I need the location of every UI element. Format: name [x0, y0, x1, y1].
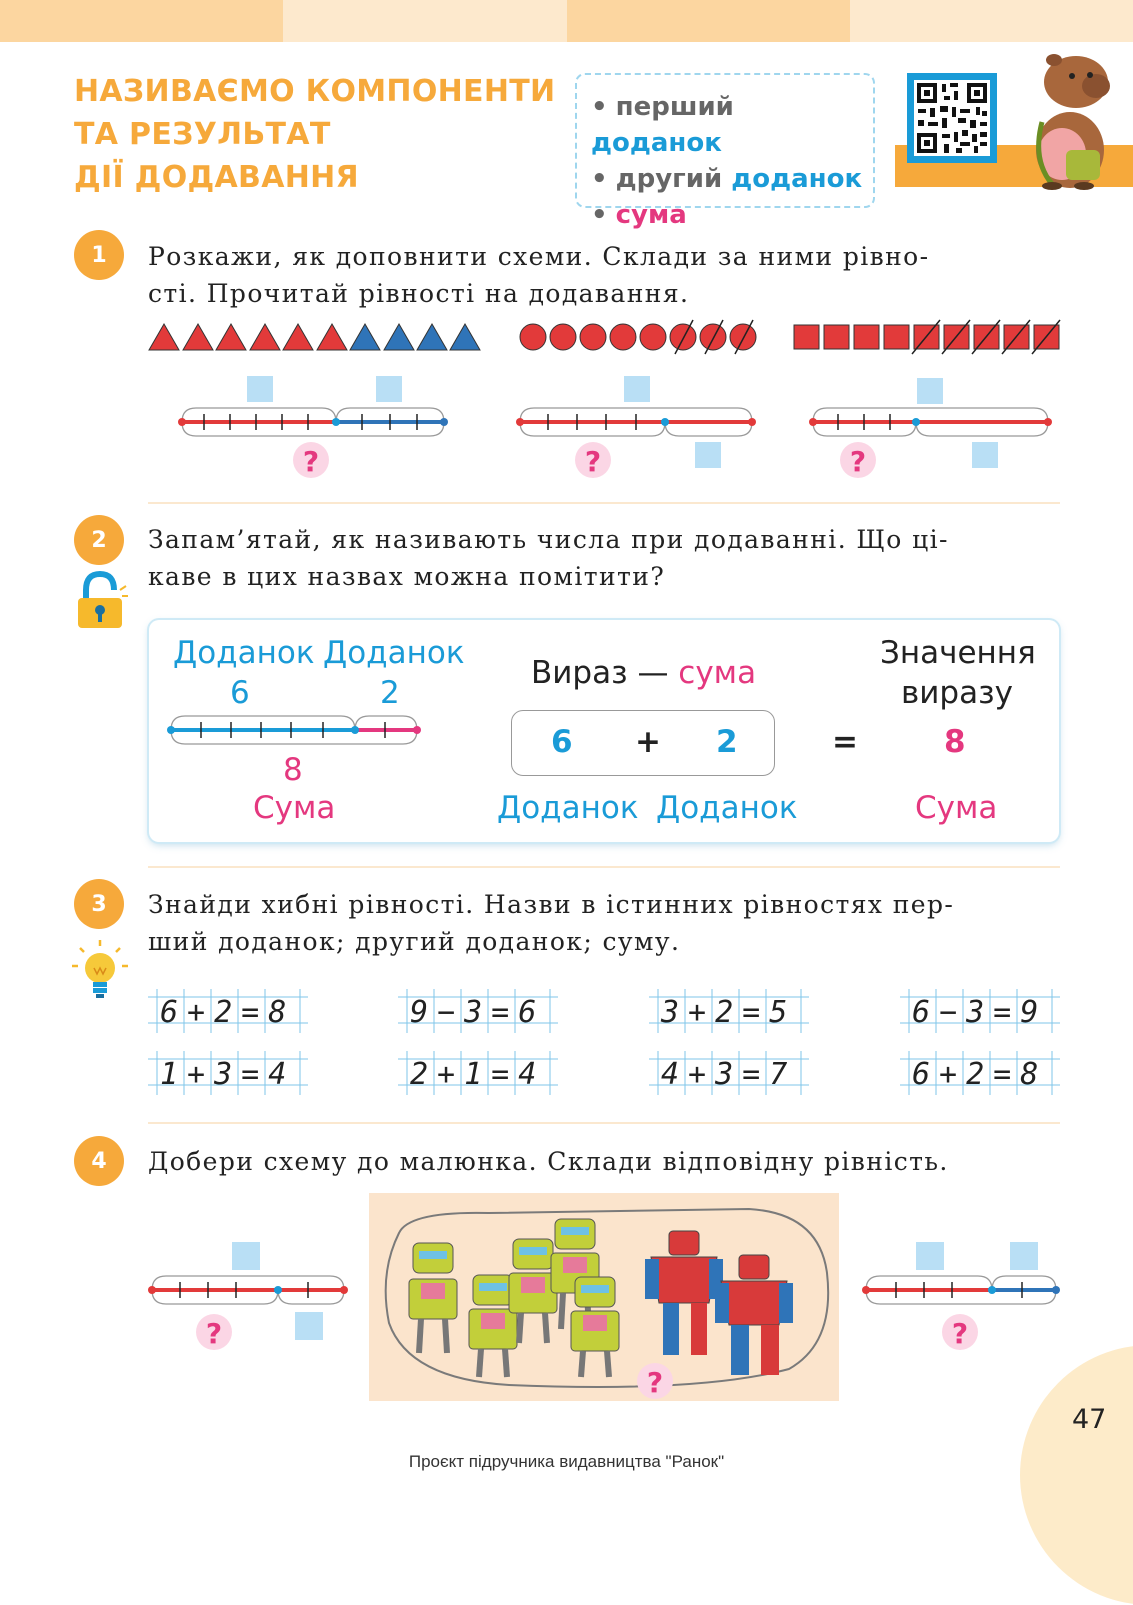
equation[interactable]: 1+3=4	[160, 1057, 296, 1092]
term-second-addend	[591, 161, 873, 197]
task4-text	[148, 1143, 949, 1180]
addition-scheme	[163, 712, 425, 746]
question-mark: ?	[646, 1366, 664, 1399]
green-robot-icon	[571, 1277, 619, 1377]
top-bar-3	[567, 0, 850, 42]
bullet: •	[591, 164, 608, 194]
bullet: •	[591, 200, 608, 230]
task3-text	[148, 886, 954, 960]
terms-box	[575, 73, 875, 230]
expr-addend-1: 6	[551, 724, 573, 760]
term-word: доданок	[731, 164, 863, 194]
expression-sum-word: сума	[678, 655, 757, 691]
scheme-1	[178, 376, 448, 478]
title-line-3: ДІЇ ДОДАВАННЯ	[74, 160, 359, 195]
question-mark: ?	[302, 445, 320, 478]
scheme-3	[809, 378, 1052, 478]
top-bar-2	[283, 0, 567, 42]
task1-text	[148, 238, 929, 312]
term-word: перший	[615, 92, 734, 122]
title-line-2: ТА РЕЗУЛЬТАТ	[74, 117, 331, 152]
equation[interactable]: 6+2=8	[160, 995, 296, 1030]
title-line-1: НАЗИВАЄМО КОМПОНЕНТИ	[74, 74, 556, 109]
green-robot-icon	[409, 1243, 457, 1353]
addend-label-2: Доданок	[323, 635, 465, 671]
task3-line-2: ший доданок; другий доданок; суму.	[148, 927, 681, 956]
page-number: 47	[1072, 1404, 1107, 1435]
separator	[148, 1122, 1060, 1124]
term-word: сума	[615, 200, 687, 230]
lightbulb-icon	[70, 938, 130, 1002]
bottom-sum: Сума	[915, 790, 998, 826]
equation[interactable]: 9−3=6	[410, 995, 546, 1030]
robots-illustration-icon	[369, 1193, 839, 1401]
task2-line-2: каве в цих назвах можна помітити?	[148, 562, 666, 591]
task2-text	[148, 521, 949, 595]
dash: —	[637, 655, 669, 691]
term-word: другий	[615, 164, 723, 194]
padlock-icon	[74, 570, 128, 632]
circle-group	[520, 324, 756, 350]
equation[interactable]: 4+3=7	[661, 1057, 797, 1092]
equation[interactable]: 2+1=4	[410, 1057, 546, 1092]
separator	[148, 502, 1060, 504]
triangle-group	[149, 324, 480, 350]
question-mark: ?	[584, 445, 602, 478]
equation[interactable]: 6−3=9	[912, 995, 1048, 1030]
footer-text: Проєкт підручника видавництва "Ранок"	[408, 1452, 725, 1471]
top-bar-1	[0, 0, 283, 42]
expression-title	[531, 655, 756, 691]
addend-value-2: 2	[380, 675, 400, 711]
task1-line-1: Розкажи, як доповнити схеми. Склади за ними рівно-	[148, 242, 930, 271]
task2-line-1: Запам’ятай, як називають числа при додаванні. Що ці-	[148, 525, 949, 554]
addition-terms-card	[149, 620, 1059, 842]
term-first-addend	[591, 89, 873, 161]
capybara-mascot-icon	[1022, 42, 1114, 190]
task-number-4: 4	[74, 1136, 124, 1186]
task-number-3: 3	[74, 879, 124, 929]
red-robot-icon	[715, 1255, 793, 1375]
term-sum	[591, 197, 873, 233]
expr-plus: +	[635, 724, 661, 760]
question-mark: ?	[205, 1317, 223, 1350]
separator	[148, 866, 1060, 868]
equation[interactable]: 6+2=8	[912, 1057, 1048, 1092]
expr-sum: 8	[944, 724, 966, 760]
question-mark: ?	[951, 1317, 969, 1350]
question-mark: ?	[849, 445, 867, 478]
bottom-addend-2: Доданок	[656, 790, 798, 826]
robots-picture	[369, 1193, 839, 1401]
equation[interactable]: 3+2=5	[661, 995, 797, 1030]
task4-scheme-right	[856, 1238, 1068, 1354]
value-label-line-2: виразу	[901, 675, 1013, 711]
page-title	[74, 70, 555, 199]
top-bar-4	[850, 0, 1133, 42]
bullet: •	[591, 92, 608, 122]
task-number-1: 1	[74, 230, 124, 280]
expression-word: Вираз	[531, 655, 628, 691]
expr-addend-2: 2	[716, 724, 738, 760]
task3-line-1: Знайди хибні рівності. Назви в істинних рівностях пер-	[148, 890, 955, 919]
scheme-2	[516, 376, 756, 478]
bottom-addend-1: Доданок	[497, 790, 639, 826]
addend-value-1: 6	[230, 675, 250, 711]
qr-code-icon[interactable]	[907, 73, 997, 163]
task1-schemes	[140, 318, 1070, 490]
value-label-line-1: Значення	[880, 635, 1036, 671]
task4-line-1: Добери схему до малюнка. Склади відповідну рівність.	[148, 1147, 949, 1176]
red-robot-icon	[645, 1231, 723, 1355]
task4-scheme-left	[140, 1238, 354, 1354]
sum-label: Сума	[253, 790, 336, 826]
task1-line-2: сті. Прочитай рівності на додавання.	[148, 279, 690, 308]
term-word: доданок	[591, 128, 722, 158]
expr-equals: =	[832, 724, 858, 760]
sum-value: 8	[283, 752, 303, 788]
addend-label-1: Доданок	[173, 635, 315, 671]
task-number-2: 2	[74, 515, 124, 565]
page-corner	[1020, 1345, 1133, 1605]
